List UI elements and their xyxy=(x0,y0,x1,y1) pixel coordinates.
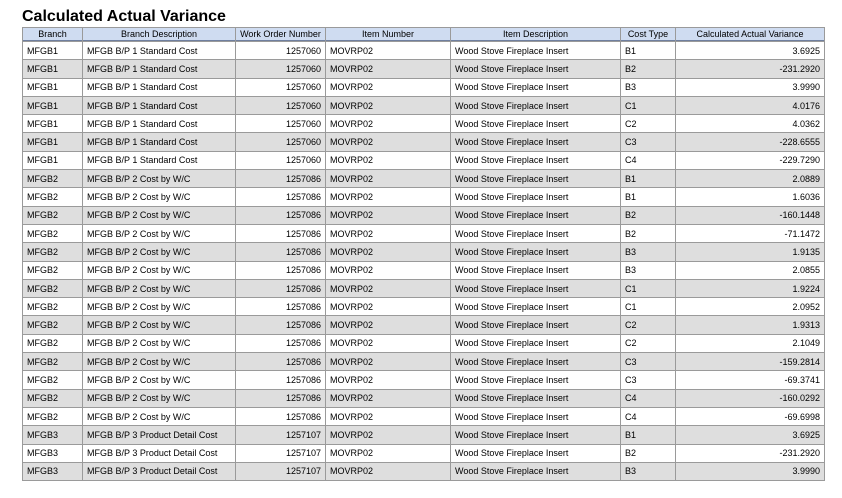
branch-cell: MFGB2 xyxy=(23,353,82,370)
table-row xyxy=(23,188,824,205)
table-row xyxy=(23,298,824,315)
table-row xyxy=(23,445,824,462)
table-row xyxy=(23,463,824,480)
branch-cell: MFGB2 xyxy=(23,390,82,407)
item-number-cell: MOVRP02 xyxy=(326,335,450,352)
branch-description-cell: MFGB B/P 2 Cost by W/C xyxy=(83,316,235,333)
cost-type-cell: C2 xyxy=(621,316,675,333)
table-row xyxy=(23,243,824,260)
variance-cell: -160.0292 xyxy=(676,390,824,407)
work-order-number-cell: 1257086 xyxy=(236,408,325,425)
work-order-number-cell: 1257086 xyxy=(236,188,325,205)
table-row xyxy=(23,335,824,352)
cost-type-cell: B2 xyxy=(621,225,675,242)
work-order-number-cell: 1257086 xyxy=(236,298,325,315)
item-description-cell: Wood Stove Fireplace Insert xyxy=(451,426,620,443)
work-order-number-cell: 1257086 xyxy=(236,371,325,388)
variance-table xyxy=(22,27,825,481)
work-order-number-cell: 1257107 xyxy=(236,445,325,462)
item-description-cell: Wood Stove Fireplace Insert xyxy=(451,170,620,187)
item-description-cell: Wood Stove Fireplace Insert xyxy=(451,463,620,480)
item-description-cell: Wood Stove Fireplace Insert xyxy=(451,115,620,132)
item-number-cell: MOVRP02 xyxy=(326,152,450,169)
cost-type-cell: B1 xyxy=(621,170,675,187)
item-description-cell: Wood Stove Fireplace Insert xyxy=(451,97,620,114)
item-description-cell: Wood Stove Fireplace Insert xyxy=(451,207,620,224)
cost-type-cell: C4 xyxy=(621,152,675,169)
branch-description-cell: MFGB B/P 2 Cost by W/C xyxy=(83,335,235,352)
item-description-cell: Wood Stove Fireplace Insert xyxy=(451,316,620,333)
branch-description-cell: MFGB B/P 2 Cost by W/C xyxy=(83,207,235,224)
item-number-cell: MOVRP02 xyxy=(326,353,450,370)
branch-description-cell: MFGB B/P 2 Cost by W/C xyxy=(83,371,235,388)
branch-cell: MFGB3 xyxy=(23,445,82,462)
item-description-cell: Wood Stove Fireplace Insert xyxy=(451,280,620,297)
cost-type-cell: B1 xyxy=(621,188,675,205)
branch-cell: MFGB2 xyxy=(23,280,82,297)
branch-cell: MFGB2 xyxy=(23,298,82,315)
table-row xyxy=(23,152,824,169)
variance-cell: -71.1472 xyxy=(676,225,824,242)
work-order-number-cell: 1257086 xyxy=(236,335,325,352)
table-row xyxy=(23,79,824,96)
branch-cell: MFGB2 xyxy=(23,316,82,333)
branch-cell: MFGB1 xyxy=(23,60,82,77)
item-number-cell: MOVRP02 xyxy=(326,262,450,279)
branch-cell: MFGB1 xyxy=(23,133,82,150)
work-order-number-cell: 1257086 xyxy=(236,316,325,333)
table-row xyxy=(23,60,824,77)
variance-cell: 4.0176 xyxy=(676,97,824,114)
branch-description-cell: MFGB B/P 1 Standard Cost xyxy=(83,97,235,114)
branch-cell: MFGB3 xyxy=(23,463,82,480)
branch-description-cell: MFGB B/P 2 Cost by W/C xyxy=(83,188,235,205)
variance-cell: 3.6925 xyxy=(676,42,824,59)
branch-cell: MFGB1 xyxy=(23,79,82,96)
column-header-item-number[interactable]: Item Number xyxy=(326,28,450,41)
branch-cell: MFGB2 xyxy=(23,371,82,388)
column-header-branch[interactable]: Branch xyxy=(23,28,82,41)
variance-cell: 1.9135 xyxy=(676,243,824,260)
cost-type-cell: C4 xyxy=(621,390,675,407)
cost-type-cell: B1 xyxy=(621,426,675,443)
item-number-cell: MOVRP02 xyxy=(326,60,450,77)
item-number-cell: MOVRP02 xyxy=(326,445,450,462)
work-order-number-cell: 1257060 xyxy=(236,152,325,169)
item-description-cell: Wood Stove Fireplace Insert xyxy=(451,225,620,242)
work-order-number-cell: 1257107 xyxy=(236,426,325,443)
item-description-cell: Wood Stove Fireplace Insert xyxy=(451,408,620,425)
item-description-cell: Wood Stove Fireplace Insert xyxy=(451,445,620,462)
branch-cell: MFGB2 xyxy=(23,225,82,242)
variance-cell: 1.9224 xyxy=(676,280,824,297)
table-row xyxy=(23,408,824,425)
work-order-number-cell: 1257060 xyxy=(236,97,325,114)
column-header-work-order-number[interactable]: Work Order Number xyxy=(236,28,325,41)
table-row xyxy=(23,353,824,370)
header-row xyxy=(23,28,824,41)
variance-cell: 1.6036 xyxy=(676,188,824,205)
cost-type-cell: B2 xyxy=(621,445,675,462)
branch-cell: MFGB3 xyxy=(23,426,82,443)
work-order-number-cell: 1257086 xyxy=(236,262,325,279)
variance-cell: -69.3741 xyxy=(676,371,824,388)
item-number-cell: MOVRP02 xyxy=(326,316,450,333)
branch-description-cell: MFGB B/P 1 Standard Cost xyxy=(83,60,235,77)
table-row xyxy=(23,390,824,407)
cost-type-cell: B3 xyxy=(621,262,675,279)
item-number-cell: MOVRP02 xyxy=(326,207,450,224)
branch-description-cell: MFGB B/P 2 Cost by W/C xyxy=(83,262,235,279)
work-order-number-cell: 1257086 xyxy=(236,207,325,224)
cost-type-cell: C1 xyxy=(621,280,675,297)
item-description-cell: Wood Stove Fireplace Insert xyxy=(451,60,620,77)
item-description-cell: Wood Stove Fireplace Insert xyxy=(451,371,620,388)
variance-cell: 2.1049 xyxy=(676,335,824,352)
column-header-branch-description[interactable]: Branch Description xyxy=(83,28,235,41)
item-number-cell: MOVRP02 xyxy=(326,298,450,315)
branch-description-cell: MFGB B/P 1 Standard Cost xyxy=(83,79,235,96)
cost-type-cell: C3 xyxy=(621,133,675,150)
branch-cell: MFGB2 xyxy=(23,170,82,187)
column-header-calculated-actual-variance[interactable]: Calculated Actual Variance xyxy=(676,28,824,41)
variance-cell: -69.6998 xyxy=(676,408,824,425)
cost-type-cell: C1 xyxy=(621,97,675,114)
item-number-cell: MOVRP02 xyxy=(326,390,450,407)
branch-description-cell: MFGB B/P 2 Cost by W/C xyxy=(83,280,235,297)
variance-cell: -228.6555 xyxy=(676,133,824,150)
item-description-cell: Wood Stove Fireplace Insert xyxy=(451,243,620,260)
item-description-cell: Wood Stove Fireplace Insert xyxy=(451,79,620,96)
branch-description-cell: MFGB B/P 2 Cost by W/C xyxy=(83,298,235,315)
item-number-cell: MOVRP02 xyxy=(326,371,450,388)
variance-cell: -229.7290 xyxy=(676,152,824,169)
branch-cell: MFGB1 xyxy=(23,115,82,132)
branch-description-cell: MFGB B/P 1 Standard Cost xyxy=(83,133,235,150)
work-order-number-cell: 1257086 xyxy=(236,225,325,242)
item-number-cell: MOVRP02 xyxy=(326,408,450,425)
table-row xyxy=(23,371,824,388)
cost-type-cell: C2 xyxy=(621,115,675,132)
item-description-cell: Wood Stove Fireplace Insert xyxy=(451,298,620,315)
item-number-cell: MOVRP02 xyxy=(326,243,450,260)
branch-cell: MFGB1 xyxy=(23,152,82,169)
table-row xyxy=(23,97,824,114)
branch-description-cell: MFGB B/P 2 Cost by W/C xyxy=(83,170,235,187)
branch-cell: MFGB1 xyxy=(23,97,82,114)
cost-type-cell: B1 xyxy=(621,42,675,59)
table-row xyxy=(23,133,824,150)
branch-description-cell: MFGB B/P 2 Cost by W/C xyxy=(83,225,235,242)
variance-cell: -160.1448 xyxy=(676,207,824,224)
branch-description-cell: MFGB B/P 3 Product Detail Cost xyxy=(83,463,235,480)
table-row xyxy=(23,207,824,224)
table-row xyxy=(23,170,824,187)
item-description-cell: Wood Stove Fireplace Insert xyxy=(451,390,620,407)
work-order-number-cell: 1257086 xyxy=(236,170,325,187)
branch-cell: MFGB2 xyxy=(23,262,82,279)
cost-type-cell: B3 xyxy=(621,243,675,260)
variance-cell: 3.9990 xyxy=(676,463,824,480)
branch-description-cell: MFGB B/P 1 Standard Cost xyxy=(83,42,235,59)
table-row xyxy=(23,426,824,443)
work-order-number-cell: 1257086 xyxy=(236,243,325,260)
item-number-cell: MOVRP02 xyxy=(326,426,450,443)
item-description-cell: Wood Stove Fireplace Insert xyxy=(451,353,620,370)
work-order-number-cell: 1257060 xyxy=(236,60,325,77)
branch-description-cell: MFGB B/P 1 Standard Cost xyxy=(83,152,235,169)
branch-cell: MFGB2 xyxy=(23,243,82,260)
cost-type-cell: B3 xyxy=(621,79,675,96)
branch-description-cell: MFGB B/P 2 Cost by W/C xyxy=(83,390,235,407)
work-order-number-cell: 1257086 xyxy=(236,390,325,407)
variance-cell: -159.2814 xyxy=(676,353,824,370)
variance-cell: 3.9990 xyxy=(676,79,824,96)
cost-type-cell: C1 xyxy=(621,298,675,315)
branch-description-cell: MFGB B/P 3 Product Detail Cost xyxy=(83,445,235,462)
item-number-cell: MOVRP02 xyxy=(326,97,450,114)
work-order-number-cell: 1257060 xyxy=(236,115,325,132)
item-number-cell: MOVRP02 xyxy=(326,42,450,59)
item-description-cell: Wood Stove Fireplace Insert xyxy=(451,262,620,279)
branch-cell: MFGB2 xyxy=(23,335,82,352)
item-number-cell: MOVRP02 xyxy=(326,133,450,150)
item-number-cell: MOVRP02 xyxy=(326,79,450,96)
branch-cell: MFGB1 xyxy=(23,42,82,59)
branch-description-cell: MFGB B/P 1 Standard Cost xyxy=(83,115,235,132)
variance-cell: 3.6925 xyxy=(676,426,824,443)
item-description-cell: Wood Stove Fireplace Insert xyxy=(451,188,620,205)
table-row xyxy=(23,280,824,297)
item-number-cell: MOVRP02 xyxy=(326,463,450,480)
variance-cell: 4.0362 xyxy=(676,115,824,132)
item-description-cell: Wood Stove Fireplace Insert xyxy=(451,42,620,59)
variance-cell: 2.0952 xyxy=(676,298,824,315)
item-number-cell: MOVRP02 xyxy=(326,170,450,187)
table-row xyxy=(23,42,824,59)
branch-description-cell: MFGB B/P 2 Cost by W/C xyxy=(83,353,235,370)
item-number-cell: MOVRP02 xyxy=(326,280,450,297)
cost-type-cell: C3 xyxy=(621,353,675,370)
report-title: Calculated Actual Variance xyxy=(22,8,226,25)
work-order-number-cell: 1257060 xyxy=(236,79,325,96)
work-order-number-cell: 1257060 xyxy=(236,133,325,150)
column-header-item-description[interactable]: Item Description xyxy=(451,28,620,41)
item-number-cell: MOVRP02 xyxy=(326,115,450,132)
variance-cell: -231.2920 xyxy=(676,60,824,77)
item-description-cell: Wood Stove Fireplace Insert xyxy=(451,133,620,150)
table-row xyxy=(23,115,824,132)
variance-cell: 2.0889 xyxy=(676,170,824,187)
branch-description-cell: MFGB B/P 2 Cost by W/C xyxy=(83,408,235,425)
branch-cell: MFGB2 xyxy=(23,207,82,224)
cost-type-cell: C4 xyxy=(621,408,675,425)
work-order-number-cell: 1257060 xyxy=(236,42,325,59)
table-row xyxy=(23,225,824,242)
cost-type-cell: B3 xyxy=(621,463,675,480)
table-body xyxy=(23,42,824,480)
work-order-number-cell: 1257086 xyxy=(236,280,325,297)
item-description-cell: Wood Stove Fireplace Insert xyxy=(451,152,620,169)
item-number-cell: MOVRP02 xyxy=(326,225,450,242)
cost-type-cell: B2 xyxy=(621,207,675,224)
cost-type-cell: C3 xyxy=(621,371,675,388)
item-description-cell: Wood Stove Fireplace Insert xyxy=(451,335,620,352)
work-order-number-cell: 1257107 xyxy=(236,463,325,480)
cost-type-cell: C2 xyxy=(621,335,675,352)
branch-cell: MFGB2 xyxy=(23,188,82,205)
branch-description-cell: MFGB B/P 2 Cost by W/C xyxy=(83,243,235,260)
cost-type-cell: B2 xyxy=(621,60,675,77)
table-row xyxy=(23,262,824,279)
variance-cell: 2.0855 xyxy=(676,262,824,279)
table-row xyxy=(23,316,824,333)
variance-cell: 1.9313 xyxy=(676,316,824,333)
branch-cell: MFGB2 xyxy=(23,408,82,425)
work-order-number-cell: 1257086 xyxy=(236,353,325,370)
item-number-cell: MOVRP02 xyxy=(326,188,450,205)
branch-description-cell: MFGB B/P 3 Product Detail Cost xyxy=(83,426,235,443)
variance-cell: -231.2920 xyxy=(676,445,824,462)
column-header-cost-type[interactable]: Cost Type xyxy=(621,28,675,41)
